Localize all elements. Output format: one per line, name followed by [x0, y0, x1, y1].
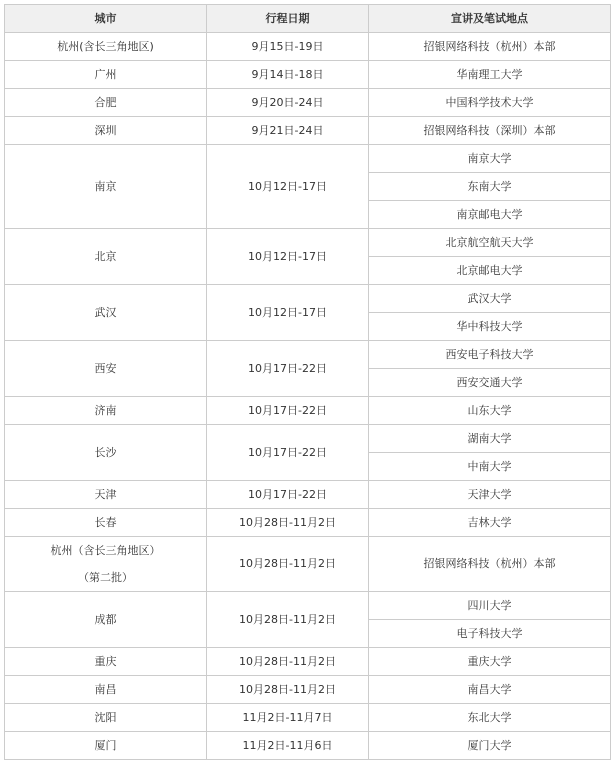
- venue-cell: 华南理工大学: [369, 61, 611, 89]
- city-cell-line2: （第二批）: [5, 564, 207, 592]
- city-cell: 南昌: [5, 676, 207, 704]
- dates-cell: 10月28日-11月2日: [207, 676, 369, 704]
- venue-cell: 招银网络科技（杭州）本部: [369, 537, 611, 592]
- table-row: [5, 648, 611, 676]
- table-row: [5, 117, 611, 145]
- dates-cell: 10月28日-11月2日: [207, 509, 369, 537]
- venue-cell: 中南大学: [369, 453, 611, 481]
- header-venue: 宣讲及笔试地点: [369, 5, 611, 33]
- venue-cell: 西安电子科技大学: [369, 341, 611, 369]
- venue-cell: 北京航空航天大学: [369, 229, 611, 257]
- city-cell: 广州: [5, 61, 207, 89]
- table-row: [5, 61, 611, 89]
- venue-cell: 南昌大学: [369, 676, 611, 704]
- dates-cell: 10月12日-17日: [207, 285, 369, 341]
- venue-cell: 重庆大学: [369, 648, 611, 676]
- city-cell: 重庆: [5, 648, 207, 676]
- venue-cell: 南京大学: [369, 145, 611, 173]
- venue-cell: 天津大学: [369, 481, 611, 509]
- city-cell: 长沙: [5, 425, 207, 481]
- venue-cell: 北京邮电大学: [369, 257, 611, 285]
- table-row: [5, 229, 611, 257]
- city-cell: 西安: [5, 341, 207, 397]
- venue-cell: 东南大学: [369, 173, 611, 201]
- city-cell: 杭州(含长三角地区): [5, 33, 207, 61]
- table-row: [5, 425, 611, 453]
- table-row: [5, 481, 611, 509]
- dates-cell: 9月14日-18日: [207, 61, 369, 89]
- city-cell: 济南: [5, 397, 207, 425]
- venue-cell: 四川大学: [369, 592, 611, 620]
- city-cell: 北京: [5, 229, 207, 285]
- venue-cell: 厦门大学: [369, 732, 611, 760]
- table-row: [5, 592, 611, 620]
- dates-cell: 10月12日-17日: [207, 229, 369, 285]
- city-cell: 天津: [5, 481, 207, 509]
- venue-cell: 西安交通大学: [369, 369, 611, 397]
- venue-cell: 武汉大学: [369, 285, 611, 313]
- venue-cell: 中国科学技术大学: [369, 89, 611, 117]
- table-row: [5, 33, 611, 61]
- dates-cell: 10月12日-17日: [207, 145, 369, 229]
- dates-cell: 10月28日-11月2日: [207, 592, 369, 648]
- dates-cell: 10月28日-11月2日: [207, 648, 369, 676]
- table-row: [5, 676, 611, 704]
- dates-cell: 11月2日-11月6日: [207, 732, 369, 760]
- venue-cell: 华中科技大学: [369, 313, 611, 341]
- venue-cell: 南京邮电大学: [369, 201, 611, 229]
- venue-cell: 吉林大学: [369, 509, 611, 537]
- table-row: [5, 285, 611, 313]
- dates-cell: 9月21日-24日: [207, 117, 369, 145]
- table-row: [5, 704, 611, 732]
- city-cell: 厦门: [5, 732, 207, 760]
- dates-cell: 9月15日-19日: [207, 33, 369, 61]
- dates-cell: 10月17日-22日: [207, 397, 369, 425]
- header-dates: 行程日期: [207, 5, 369, 33]
- header-city: 城市: [5, 5, 207, 33]
- venue-cell: 电子科技大学: [369, 620, 611, 648]
- venue-cell: 东北大学: [369, 704, 611, 732]
- dates-cell: 10月17日-22日: [207, 425, 369, 481]
- table-row: [5, 145, 611, 173]
- city-cell: 武汉: [5, 285, 207, 341]
- city-cell: 长春: [5, 509, 207, 537]
- venue-cell: 湖南大学: [369, 425, 611, 453]
- venue-cell: 山东大学: [369, 397, 611, 425]
- table-row: [5, 732, 611, 760]
- city-cell: 杭州（含长三角地区）: [5, 537, 207, 565]
- table-header-row: [5, 5, 611, 33]
- city-cell: 沈阳: [5, 704, 207, 732]
- table-row: [5, 89, 611, 117]
- dates-cell: 9月20日-24日: [207, 89, 369, 117]
- city-cell: 成都: [5, 592, 207, 648]
- table-row: [5, 397, 611, 425]
- table-row: [5, 537, 611, 565]
- dates-cell: 10月17日-22日: [207, 341, 369, 397]
- city-cell: 合肥: [5, 89, 207, 117]
- table-row: [5, 509, 611, 537]
- schedule-table: [4, 4, 611, 760]
- venue-cell: 招银网络科技（杭州）本部: [369, 33, 611, 61]
- dates-cell: 11月2日-11月7日: [207, 704, 369, 732]
- city-cell: 南京: [5, 145, 207, 229]
- dates-cell: 10月28日-11月2日: [207, 537, 369, 592]
- city-cell: 深圳: [5, 117, 207, 145]
- venue-cell: 招银网络科技（深圳）本部: [369, 117, 611, 145]
- table-row: [5, 341, 611, 369]
- dates-cell: 10月17日-22日: [207, 481, 369, 509]
